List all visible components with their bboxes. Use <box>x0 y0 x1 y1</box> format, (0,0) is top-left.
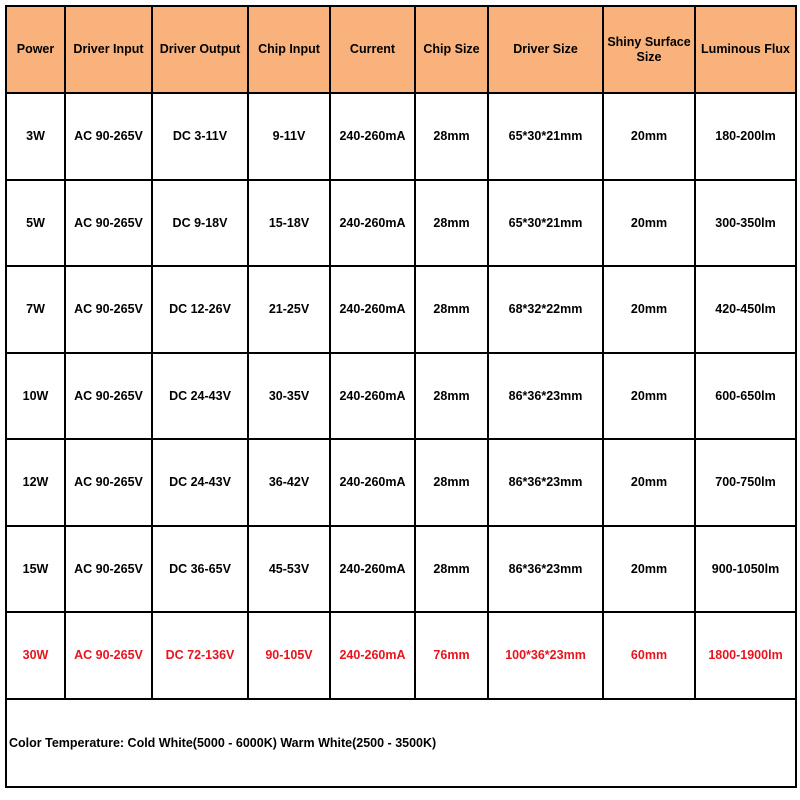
cell-driver-size: 65*30*21mm <box>488 93 603 180</box>
color-temperature-text: Color Temperature: Cold White(5000 - 6000K) Warm White(2500 - 3500K) <box>9 735 437 750</box>
cell-current: 240-260mA <box>330 612 415 699</box>
cell-shiny-surface-size: 20mm <box>603 526 695 613</box>
cell-power: 12W <box>6 439 65 526</box>
cell-driver-input: AC 90-265V <box>65 526 152 613</box>
cell-shiny-surface-size: 20mm <box>603 266 695 353</box>
cell-driver-output: DC 72-136V <box>152 612 248 699</box>
table-row <box>6 93 796 180</box>
color-temperature-note <box>6 699 796 787</box>
cell-shiny-surface-size: 20mm <box>603 439 695 526</box>
cell-chip-input: 15-18V <box>248 180 330 267</box>
cell-power: 10W <box>6 353 65 440</box>
header-luminous-flux: Luminous Flux <box>695 6 796 93</box>
table-row <box>6 266 796 353</box>
cell-driver-size: 86*36*23mm <box>488 353 603 440</box>
cell-shiny-surface-size: 60mm <box>603 612 695 699</box>
table-row <box>6 180 796 267</box>
cell-luminous-flux: 180-200lm <box>695 93 796 180</box>
cell-luminous-flux: 420-450lm <box>695 266 796 353</box>
cell-driver-size: 65*30*21mm <box>488 180 603 267</box>
cell-driver-output: DC 24-43V <box>152 353 248 440</box>
cell-driver-input: AC 90-265V <box>65 180 152 267</box>
header-driver-input: Driver Input <box>65 6 152 93</box>
cell-current: 240-260mA <box>330 439 415 526</box>
header-chip-input: Chip Input <box>248 6 330 93</box>
cell-chip-input: 45-53V <box>248 526 330 613</box>
cell-chip-size: 28mm <box>415 439 488 526</box>
cell-power: 3W <box>6 93 65 180</box>
cell-driver-input: AC 90-265V <box>65 266 152 353</box>
cell-power: 7W <box>6 266 65 353</box>
cell-chip-input: 21-25V <box>248 266 330 353</box>
table-row <box>6 526 796 613</box>
cell-driver-output: DC 36-65V <box>152 526 248 613</box>
table-row <box>6 353 796 440</box>
cell-driver-input: AC 90-265V <box>65 353 152 440</box>
cell-chip-size: 28mm <box>415 180 488 267</box>
cell-luminous-flux: 700-750lm <box>695 439 796 526</box>
cell-current: 240-260mA <box>330 526 415 613</box>
cell-power: 30W <box>6 612 65 699</box>
cell-driver-size: 100*36*23mm <box>488 612 603 699</box>
spec-table <box>5 5 797 788</box>
header-driver-output: Driver Output <box>152 6 248 93</box>
cell-driver-output: DC 9-18V <box>152 180 248 267</box>
cell-luminous-flux: 900-1050lm <box>695 526 796 613</box>
cell-driver-input: AC 90-265V <box>65 93 152 180</box>
cell-chip-size: 76mm <box>415 612 488 699</box>
cell-chip-input: 90-105V <box>248 612 330 699</box>
cell-driver-input: AC 90-265V <box>65 439 152 526</box>
cell-luminous-flux: 300-350lm <box>695 180 796 267</box>
header-current: Current <box>330 6 415 93</box>
cell-current: 240-260mA <box>330 180 415 267</box>
cell-current: 240-260mA <box>330 93 415 180</box>
cell-chip-input: 30-35V <box>248 353 330 440</box>
header-power: Power <box>6 6 65 93</box>
cell-chip-size: 28mm <box>415 526 488 613</box>
cell-chip-size: 28mm <box>415 266 488 353</box>
cell-driver-size: 68*32*22mm <box>488 266 603 353</box>
cell-luminous-flux: 1800-1900lm <box>695 612 796 699</box>
cell-chip-size: 28mm <box>415 353 488 440</box>
cell-power: 15W <box>6 526 65 613</box>
cell-driver-output: DC 3-11V <box>152 93 248 180</box>
header-chip-size: Chip Size <box>415 6 488 93</box>
cell-chip-size: 28mm <box>415 93 488 180</box>
note-row <box>6 699 796 787</box>
cell-current: 240-260mA <box>330 266 415 353</box>
header-driver-size: Driver Size <box>488 6 603 93</box>
cell-driver-input: AC 90-265V <box>65 612 152 699</box>
cell-chip-input: 36-42V <box>248 439 330 526</box>
cell-driver-size: 86*36*23mm <box>488 526 603 613</box>
header-row <box>6 6 796 93</box>
table-row <box>6 439 796 526</box>
cell-chip-input: 9-11V <box>248 93 330 180</box>
header-shiny-surface-size: Shiny Surface Size <box>603 6 695 93</box>
cell-driver-size: 86*36*23mm <box>488 439 603 526</box>
cell-driver-output: DC 12-26V <box>152 266 248 353</box>
cell-shiny-surface-size: 20mm <box>603 93 695 180</box>
cell-shiny-surface-size: 20mm <box>603 180 695 267</box>
cell-luminous-flux: 600-650lm <box>695 353 796 440</box>
cell-shiny-surface-size: 20mm <box>603 353 695 440</box>
cell-power: 5W <box>6 180 65 267</box>
cell-current: 240-260mA <box>330 353 415 440</box>
cell-driver-output: DC 24-43V <box>152 439 248 526</box>
table-row <box>6 612 796 699</box>
